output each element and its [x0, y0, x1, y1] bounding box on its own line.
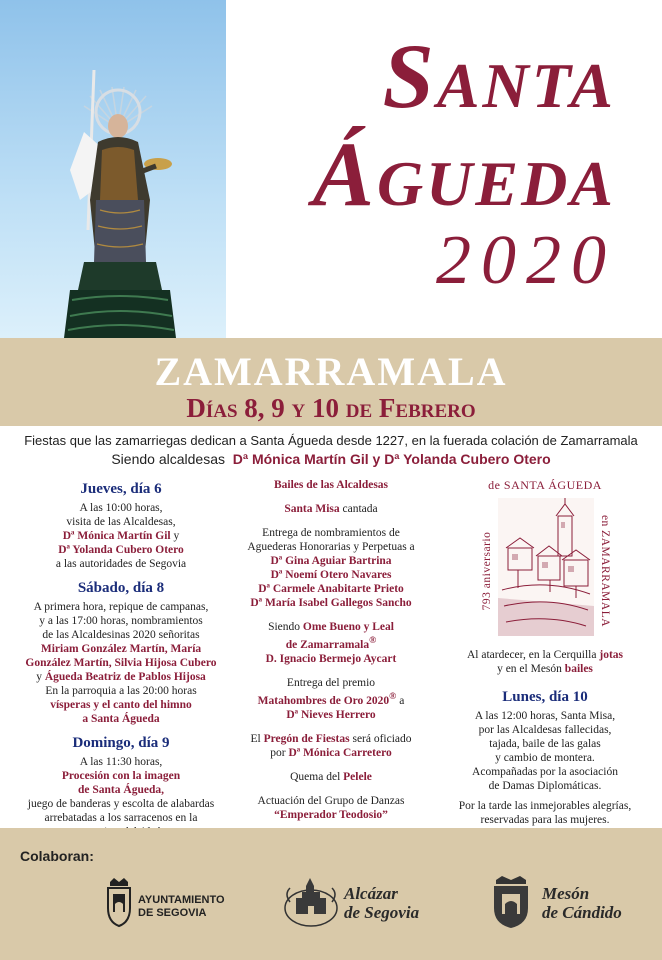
text-line: arrebatadas a los sarracenos en la — [44, 812, 198, 824]
title-year: 2020 — [436, 222, 616, 299]
highlight-text: Matahombres de Oro 2020 — [257, 694, 390, 707]
highlight-name: Miriam González Martín, María — [40, 643, 202, 655]
text-line: Entrega de nombramientos de — [262, 527, 400, 539]
text-line — [236, 690, 426, 708]
text-line: En la parroquia a las 20:00 horas — [45, 685, 197, 697]
day-title-monday: Lunes, día 10 — [502, 689, 588, 705]
highlight-text: de Santa Águeda, — [78, 784, 164, 796]
highlight-name: Dª Carmele Anabitarte Prieto — [258, 583, 404, 595]
highlight-name: Dª Gina Aguiar Bartrina — [270, 555, 392, 567]
day-title-saturday: Sábado, día 8 — [77, 580, 165, 596]
anniversary-top-text: de SANTA ÁGUEDA — [488, 478, 602, 492]
poster-header — [0, 0, 662, 338]
town-name: ZAMARRAMALA — [154, 349, 508, 394]
text-line: y cambio de montera. — [495, 752, 595, 764]
statue-illustration — [0, 0, 226, 338]
text-line: Entrega del premio — [286, 676, 376, 689]
text-fragment: Al atardecer, en la Cerquilla — [466, 649, 600, 661]
text-line: A las 12:00 horas, Santa Misa, — [474, 710, 616, 722]
highlight-name: Dª Mónica Carretero — [288, 746, 392, 759]
anniversary-right-text: en ZAMARRAMALA — [599, 514, 611, 628]
program-column-center — [236, 478, 426, 822]
logo-line: de Cándido — [542, 903, 622, 922]
text-line: Acompañadas por la asociación — [472, 766, 618, 778]
text-fragment: El — [250, 732, 264, 745]
logo-line: Mesón — [542, 884, 590, 903]
ayuntamiento-text — [138, 894, 225, 920]
text-fragment: Quema del — [290, 770, 344, 783]
mayors-line — [0, 451, 662, 467]
text-fragment: por — [270, 746, 289, 759]
title-santa: Santa — [382, 25, 616, 127]
village-sketch-illustration — [498, 498, 594, 636]
highlight-name: González Martín, Silvia Hijosa Cubero — [25, 657, 217, 669]
text-line — [14, 529, 228, 543]
title-agueda: Águeda — [312, 123, 616, 225]
sponsors-heading: Colaboran: — [20, 848, 94, 864]
intro-text: Fiestas que las zamarriegas dedican a Santa Águeda desde 1227, en la fuerada colación de Zamarramala — [24, 433, 638, 448]
day-title-sunday: Domingo, día 9 — [72, 735, 170, 751]
program-column-left — [14, 478, 228, 839]
logo-line: AYUNTAMIENTO — [138, 894, 225, 906]
highlight-text: de Zamarramala — [285, 638, 370, 651]
text-line: reservadas para las mujeres. — [480, 814, 610, 826]
logo-line: de Segovia — [344, 903, 420, 922]
text-fragment: Siendo — [268, 621, 303, 633]
text-fragment: y — [170, 530, 180, 542]
text-line: Actuación del Grupo de Danzas — [257, 794, 405, 807]
highlight-name: D. Ignacio Bermejo Aycart — [265, 652, 397, 665]
highlight-name: Dª Noemí Otero Navares — [270, 569, 392, 581]
text-line — [236, 502, 426, 516]
highlight-text: Ome Bueno y Leal — [302, 621, 394, 633]
text-line: de Damas Diplomáticas. — [488, 780, 602, 792]
ayuntamiento-segovia-logo — [104, 872, 254, 932]
text-line: por las Alcaldesas fallecidas, — [478, 724, 612, 736]
anniversary-emblem — [470, 478, 620, 638]
anniversary-left-text: 793 aniversario — [481, 531, 493, 611]
city-crest-icon — [104, 876, 134, 928]
text-line: de las Alcaldesinas 2020 señoritas — [42, 629, 200, 641]
mayors-prefix: Siendo alcaldesas — [111, 451, 225, 467]
highlight-text: Procesión con la imagen — [61, 770, 181, 782]
highlight-text: jotas — [599, 649, 623, 661]
highlight-name: Dª María Isabel Gallegos Sancho — [250, 597, 412, 609]
text-line — [236, 770, 426, 784]
logo-line: Alcázar — [344, 884, 398, 903]
highlight-text: Pelele — [343, 770, 372, 783]
text-line: Por la tarde las inmejorables alegrías, — [458, 800, 632, 812]
text-line — [236, 634, 426, 652]
highlight-text: Santa Misa — [284, 503, 340, 515]
day-title-thursday: Jueves, día 6 — [80, 481, 162, 497]
highlight-name: Dª Mónica Martín Gil — [62, 530, 171, 542]
highlight-text: Bailes de las Alcaldesas — [273, 479, 389, 491]
text-line: A primera hora, repique de campanas, — [33, 601, 209, 613]
highlight-text: “Emperador Teodosio” — [274, 808, 388, 821]
text-fragment: será oficiado — [349, 732, 412, 745]
highlight-name: Águeda Beatriz de Pablos Hijosa — [44, 671, 206, 683]
text-line: juego de banderas y escolta de alabardas — [27, 798, 215, 810]
text-line — [438, 662, 652, 676]
text-line — [236, 746, 426, 760]
highlight-text: bailes — [564, 663, 593, 675]
text-line: Aguederas Honorarias y Perpetuas a — [247, 541, 415, 553]
highlight-text: Pregón de Fiestas — [263, 732, 350, 745]
text-line: A las 10:00 horas, — [79, 502, 163, 514]
text-line — [236, 732, 426, 746]
text-fragment: cantada — [339, 503, 378, 515]
registered-mark: ® — [369, 635, 377, 646]
saint-statue-photo — [0, 0, 226, 338]
text-line — [438, 648, 652, 662]
text-fragment: a — [396, 694, 405, 707]
text-fragment: y en el Mesón — [497, 663, 565, 675]
registered-mark: ® — [389, 690, 397, 702]
alcazar-text — [344, 884, 419, 922]
text-line — [14, 670, 228, 684]
text-fragment: y — [36, 671, 45, 683]
text-line: y a las 17:00 horas, nombramientos — [39, 615, 203, 627]
text-line — [236, 620, 426, 634]
text-line: A las 11:30 horas, — [79, 756, 163, 768]
highlight-text: vísperas y el canto del himno — [50, 699, 192, 711]
program-column-right — [438, 478, 652, 827]
highlight-text: a Santa Águeda — [82, 713, 160, 725]
meson-text — [542, 884, 622, 922]
festival-dates: Días 8, 9 y 10 de Febrero — [186, 393, 476, 423]
logo-line: DE SEGOVIA — [138, 907, 207, 919]
text-line: tajada, baile de las galas — [489, 738, 601, 750]
text-line: visita de las Alcaldesas, — [66, 516, 176, 528]
highlight-name: Dª Nieves Herrero — [286, 708, 376, 721]
text-line: a las autoridades de Segovia — [55, 558, 187, 570]
meson-crest-icon — [488, 874, 534, 930]
highlight-name: Dª Yolanda Cubero Otero — [58, 544, 184, 556]
meson-candido-logo — [488, 872, 638, 932]
mayors-names: Dª Mónica Martín Gil y Dª Yolanda Cubero Otero — [232, 451, 551, 467]
alcazar-crest-icon — [282, 874, 340, 930]
alcazar-segovia-logo — [282, 872, 432, 932]
